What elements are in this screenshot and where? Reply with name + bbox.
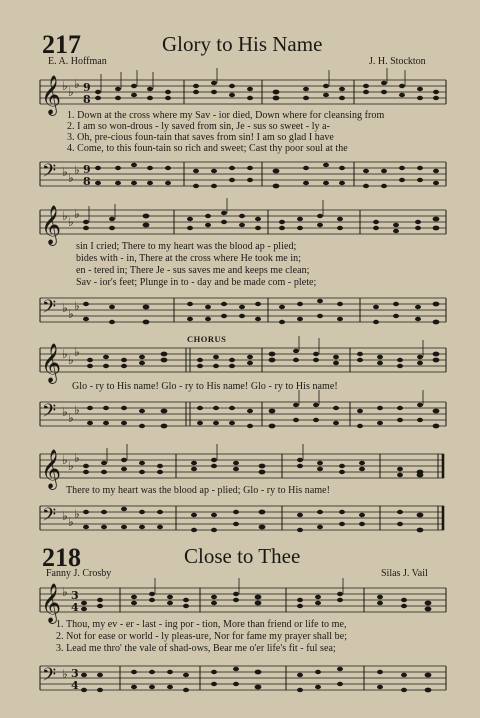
svg-text:𝄞: 𝄞 (41, 583, 62, 623)
svg-text:♭: ♭ (62, 585, 68, 599)
svg-text:♭: ♭ (62, 165, 68, 179)
hymn-number-218: 218 (42, 543, 81, 572)
verse-line-4: 4. Come, to this foun-tain so rich and sweet; Cast thy poor soul at the (67, 143, 348, 154)
verse-line-3: en - tered in; There Je - sus saves me and keeps me clean; (76, 265, 310, 276)
chorus-label: CHORUS (187, 334, 227, 344)
svg-text:3: 3 (71, 589, 79, 602)
hymn-title-217: Glory to His Name (162, 32, 323, 56)
hymn-number-217: 217 (42, 30, 81, 59)
svg-text:♭: ♭ (68, 411, 74, 425)
svg-text:♭: ♭ (62, 347, 68, 361)
svg-text:3: 3 (71, 667, 79, 680)
svg-text:4: 4 (71, 679, 79, 692)
svg-text:♭: ♭ (74, 345, 80, 359)
music-staff (0, 583, 480, 623)
verse-line-2: 2. Not for ease or world - ly pleas-ure, Nor for fame my prayer shall be; (56, 631, 348, 642)
svg-text:𝄞: 𝄞 (41, 75, 62, 115)
svg-text:♭: ♭ (74, 77, 80, 91)
verse-line-1: sin I cried; There to my heart was the blood ap - plied; (76, 241, 297, 252)
svg-text:𝄞: 𝄞 (41, 205, 62, 245)
svg-text:♭: ♭ (68, 353, 74, 367)
chorus-line-2: There to my heart was the blood ap - plied; Glo - ry to His name! (66, 485, 331, 496)
verse-line-1: 1. Thou, my ev - er - last - ing por - tion, More than friend or life to me, (56, 619, 347, 630)
svg-text:♭: ♭ (62, 509, 68, 523)
svg-text:♭: ♭ (68, 171, 74, 185)
verse-line-1: 1. Down at the cross where my Sav - ior died, Down where for cleansing from (67, 110, 385, 121)
chorus-line-1: Glo - ry to His name! Glo - ry to His name! Glo - ry to His name! (72, 381, 338, 392)
svg-text:8: 8 (83, 93, 91, 106)
verse-line-3: 3. Lead me thro' the vale of shad-ows, Bear me o'er life's fit - ful sea; (56, 643, 336, 654)
music-staff (0, 294, 480, 330)
svg-text:♭: ♭ (68, 459, 74, 473)
music-staff (0, 398, 480, 434)
svg-text:♭: ♭ (62, 79, 68, 93)
music-staff (0, 662, 480, 698)
svg-text:9: 9 (83, 163, 91, 176)
svg-text:♭: ♭ (68, 215, 74, 229)
svg-text:♭: ♭ (74, 163, 80, 177)
svg-text:♭: ♭ (74, 403, 80, 417)
svg-text:𝄞: 𝄞 (41, 449, 62, 489)
svg-text:♭: ♭ (74, 299, 80, 313)
svg-text:𝄢: 𝄢 (42, 161, 57, 186)
svg-text:𝄢: 𝄢 (42, 665, 57, 690)
music-staff (0, 75, 480, 115)
svg-text:♭: ♭ (62, 209, 68, 223)
svg-text:4: 4 (71, 601, 79, 614)
svg-text:8: 8 (83, 175, 91, 188)
music-staff (0, 205, 480, 245)
music-staff (0, 343, 480, 383)
svg-text:9: 9 (83, 81, 91, 94)
svg-text:♭: ♭ (74, 207, 80, 221)
verse-line-2: 2. I am so won-drous - ly saved from sin, Je - sus so sweet - ly a- (67, 121, 331, 132)
music-staff (0, 449, 480, 489)
svg-text:♭: ♭ (68, 85, 74, 99)
music-credit-218: Silas J. Vail (381, 568, 428, 579)
music-credit-217: J. H. Stockton (369, 56, 426, 67)
svg-text:𝄢: 𝄢 (42, 401, 57, 426)
verse-line-3: 3. Oh, pre-cious foun-tain that saves from sin! I am so glad I have (67, 132, 334, 143)
svg-text:𝄢: 𝄢 (42, 505, 57, 530)
svg-text:𝄞: 𝄞 (41, 343, 62, 383)
verse-line-4: Sav - ior's feet; Plunge in to - day and be made com - plete; (76, 277, 317, 288)
svg-text:♭: ♭ (62, 301, 68, 315)
svg-text:♭: ♭ (62, 453, 68, 467)
svg-text:♭: ♭ (68, 515, 74, 529)
words-credit-217: E. A. Hoffman (48, 56, 107, 67)
svg-text:♭: ♭ (62, 405, 68, 419)
words-credit-218: Fanny J. Crosby (46, 568, 112, 579)
svg-text:𝄢: 𝄢 (42, 297, 57, 322)
music-staff (0, 158, 480, 194)
svg-text:♭: ♭ (68, 307, 74, 321)
hymn-title-218: Close to Thee (184, 544, 301, 568)
svg-text:♭: ♭ (62, 667, 68, 681)
svg-text:♭: ♭ (74, 507, 80, 521)
music-staff (0, 502, 480, 538)
svg-text:♭: ♭ (74, 451, 80, 465)
verse-line-2: bides with - in, There at the cross where He took me in; (76, 253, 302, 264)
